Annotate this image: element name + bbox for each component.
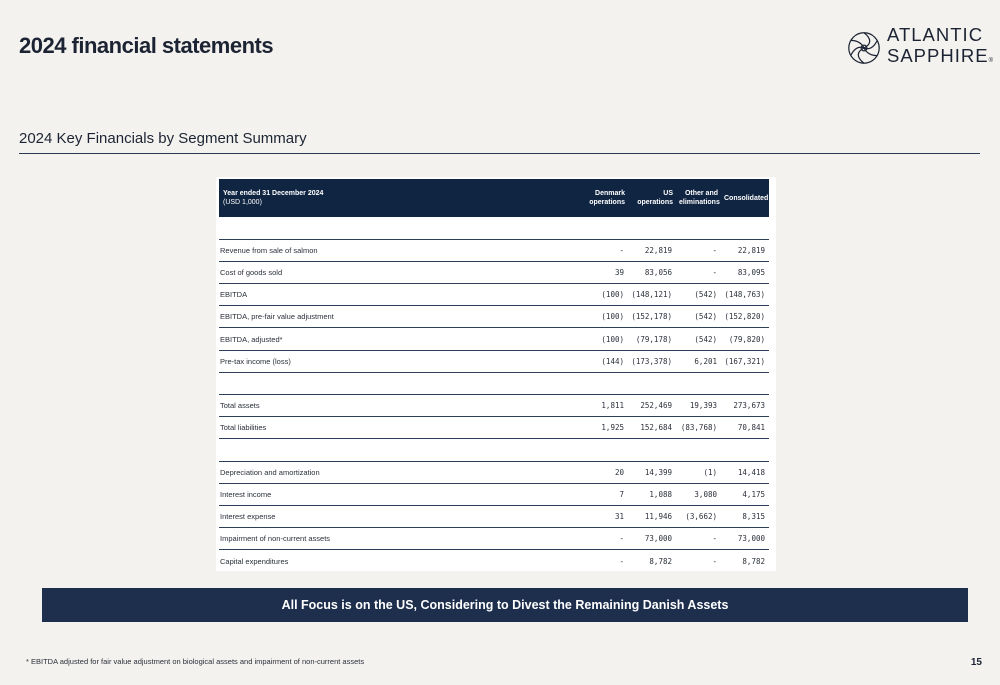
footnote: * EBITDA adjusted for fair value adjustment on biological assets and impairment of non-current assets	[26, 657, 365, 666]
row-label: Total liabilities	[219, 417, 583, 439]
denmark-value: (100)	[583, 328, 628, 350]
other-value: (542)	[676, 284, 721, 306]
row-label: EBITDA, pre-fair value adjustment	[219, 306, 583, 328]
consolidated-value: 70,841	[721, 417, 769, 439]
table-row	[219, 505, 769, 527]
denmark-value: -	[583, 239, 628, 261]
table-spacer-row	[219, 372, 769, 394]
us-value: 8,782	[649, 556, 672, 566]
header-denmark-operations: Denmark operations	[589, 190, 625, 206]
table-body	[219, 217, 769, 572]
table-header-row	[219, 179, 769, 217]
us-value: 22,819	[628, 239, 676, 261]
header-us-operations: US operations	[637, 190, 673, 206]
consolidated-value: (152,820)	[721, 306, 769, 328]
consolidated-value: 73,000	[721, 528, 769, 550]
section-divider	[19, 153, 980, 154]
table-row	[219, 306, 769, 328]
us-value: 73,000	[628, 528, 676, 550]
table-row	[219, 528, 769, 550]
section-title: 2024 Key Financials by Segment Summary	[19, 130, 307, 147]
page-number: 15	[970, 657, 982, 668]
consolidated-value: 273,673	[721, 395, 769, 417]
other-value: -	[712, 556, 717, 566]
denmark-value: 20	[583, 461, 628, 483]
consolidated-value: 8,782	[742, 556, 765, 566]
header-period: Year ended 31 December 2024 (USD 1,000)	[223, 190, 324, 206]
us-value: (148,121)	[628, 284, 676, 306]
table-spacer-row	[219, 217, 769, 239]
table-row	[219, 417, 769, 439]
consolidated-value: (148,763)	[721, 284, 769, 306]
financials-table-panel	[216, 177, 776, 571]
table-row	[219, 239, 769, 261]
other-value: -	[676, 261, 721, 283]
row-label: EBITDA, adjusted*	[219, 328, 583, 350]
denmark-value: 31	[583, 505, 628, 527]
denmark-value: 39	[583, 261, 628, 283]
other-value: 3,080	[676, 483, 721, 505]
us-value: 152,684	[628, 417, 676, 439]
table-row	[219, 483, 769, 505]
denmark-value: 1,811	[583, 395, 628, 417]
table-row	[219, 550, 769, 572]
row-label: Capital expenditures	[220, 556, 289, 566]
other-value: (83,768)	[676, 417, 721, 439]
logo-wordmark-line2: SAPPHIRE®	[887, 45, 993, 66]
us-value: (173,378)	[628, 350, 676, 372]
denmark-value: (144)	[583, 350, 628, 372]
consolidated-value: (167,321)	[721, 350, 769, 372]
table-row	[219, 395, 769, 417]
spacer-cell	[219, 217, 769, 239]
denmark-value: 1,925	[583, 417, 628, 439]
segment-financials-table	[219, 179, 769, 572]
row-label: Total assets	[219, 395, 583, 417]
denmark-value: -	[619, 556, 624, 566]
row-label: Depreciation and amortization	[219, 461, 583, 483]
table-row	[219, 261, 769, 283]
table-row	[219, 350, 769, 372]
consolidated-value: 83,095	[721, 261, 769, 283]
denmark-value: 7	[583, 483, 628, 505]
key-message-banner: All Focus is on the US, Considering to Divest the Remaining Danish Assets	[42, 588, 968, 622]
consolidated-value: (79,820)	[721, 328, 769, 350]
row-label: Impairment of non-current assets	[219, 528, 583, 550]
other-value: (542)	[676, 328, 721, 350]
other-value: (1)	[676, 461, 721, 483]
us-value: 252,469	[628, 395, 676, 417]
other-value: -	[676, 528, 721, 550]
row-label: Interest expense	[219, 505, 583, 527]
table-row	[219, 328, 769, 350]
consolidated-value: 22,819	[721, 239, 769, 261]
row-label: Interest income	[219, 483, 583, 505]
us-value: (79,178)	[628, 328, 676, 350]
page-title: 2024 financial statements	[19, 33, 274, 58]
other-value: 6,201	[676, 350, 721, 372]
denmark-value: -	[583, 528, 628, 550]
other-value: -	[676, 239, 721, 261]
row-label: Pre-tax income (loss)	[219, 350, 583, 372]
header-consolidated: Consolidated	[724, 194, 769, 202]
row-label: Revenue from sale of salmon	[219, 239, 583, 261]
us-value: (152,178)	[628, 306, 676, 328]
table-row	[219, 284, 769, 306]
us-value: 83,056	[628, 261, 676, 283]
us-value: 1,088	[628, 483, 676, 505]
table-spacer-row	[219, 439, 769, 461]
consolidated-value: 8,315	[721, 505, 769, 527]
other-value: 19,393	[676, 395, 721, 417]
us-value: 14,399	[628, 461, 676, 483]
other-value: (3,662)	[676, 505, 721, 527]
consolidated-value: 14,418	[721, 461, 769, 483]
logo-wordmark-line1: ATLANTIC	[887, 24, 984, 45]
denmark-value: (100)	[583, 284, 628, 306]
sapphire-rosette-icon	[845, 24, 883, 72]
spacer-cell	[219, 439, 769, 461]
company-logo	[845, 24, 993, 72]
denmark-value: (100)	[583, 306, 628, 328]
header-other-eliminations: Other and eliminations	[679, 190, 720, 206]
row-label: Cost of goods sold	[219, 261, 583, 283]
consolidated-value: 4,175	[721, 483, 769, 505]
table-row	[219, 461, 769, 483]
other-value: (542)	[676, 306, 721, 328]
spacer-cell	[219, 372, 769, 394]
row-label: EBITDA	[219, 284, 583, 306]
us-value: 11,946	[628, 505, 676, 527]
